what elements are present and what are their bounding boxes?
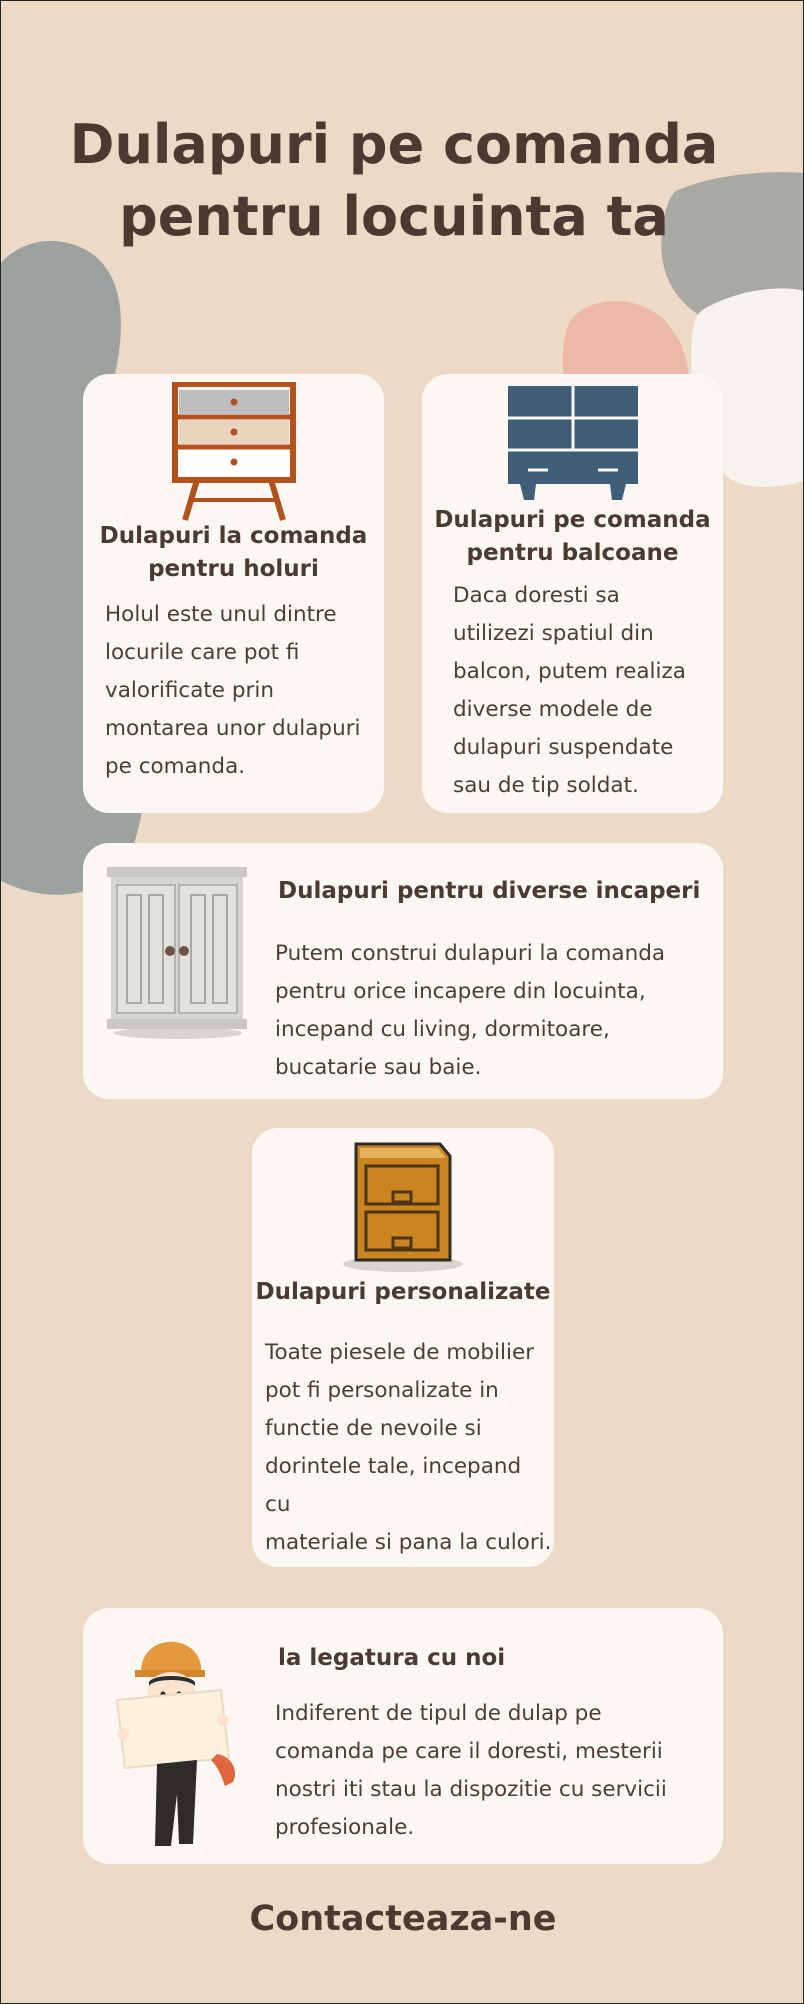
text-line: materiale si pana la culori. — [265, 1530, 552, 1555]
text-line: sau de tip soldat. — [453, 773, 639, 798]
drawer-cabinet-icon — [338, 1140, 468, 1274]
text-line: diverse modele de — [453, 697, 653, 722]
text-line: pot fi personalizate in — [265, 1378, 499, 1403]
text-line: bucatarie sau baie. — [275, 1055, 482, 1080]
text-line: nostri iti stau la dispozitie cu servicii — [275, 1777, 667, 1802]
text-line: incepand cu living, dormitoare, — [275, 1017, 610, 1042]
card-incaperi — [83, 843, 723, 1099]
text-line: Indiferent de tipul de dulap pe — [275, 1701, 602, 1726]
text-line: montarea unor dulapuri — [105, 716, 361, 741]
card-title: la legatura cu noi — [278, 1645, 506, 1671]
wardrobe-icon — [103, 865, 253, 1040]
card-text — [265, 1334, 553, 1562]
card-title: Dulapuri personalizate — [255, 1279, 551, 1305]
text-line: balcon, putem realiza — [453, 659, 686, 684]
card-title-line: pentru balcoane — [466, 540, 679, 566]
title-line-1: Dulapuri pe comanda — [69, 113, 719, 176]
card-text — [453, 577, 721, 805]
text-line: pe comanda. — [105, 754, 246, 779]
card-text — [275, 1695, 721, 1847]
card-holuri — [83, 374, 384, 813]
card-title-line: pentru holuri — [148, 556, 319, 582]
card-title-line: Dulapuri pe comanda — [434, 507, 711, 533]
card-personalizate — [252, 1128, 554, 1567]
builder-icon — [113, 1634, 243, 1848]
text-line: dorintele tale, incepand cu — [265, 1454, 522, 1517]
card-title: Dulapuri pentru diverse incaperi — [278, 878, 701, 904]
card-contact — [83, 1608, 723, 1864]
nightstand-icon — [169, 382, 299, 522]
text-line: Toate piesele de mobilier — [265, 1340, 535, 1365]
card-balcoane — [422, 374, 723, 813]
blue-cabinet-icon — [506, 384, 640, 508]
text-line: dulapuri suspendate — [453, 735, 674, 760]
text-line: locurile care pot fi — [105, 640, 300, 665]
text-line: pentru orice incapere din locuinta, — [275, 979, 646, 1004]
text-line: valorificate prin — [105, 678, 274, 703]
card-text — [105, 596, 380, 786]
title-line-2: pentru locuinta ta — [119, 185, 669, 248]
card-title — [422, 504, 723, 570]
card-text — [275, 935, 715, 1087]
card-title-line: Dulapuri la comanda — [99, 523, 368, 549]
text-line: Daca doresti sa — [453, 583, 620, 608]
text-line: Holul este unul dintre — [105, 602, 337, 627]
text-line: Putem construi dulapuri la comanda — [275, 941, 666, 966]
text-line: comanda pe care il doresti, mesterii — [275, 1739, 663, 1764]
text-line: utilizezi spatiul din — [453, 621, 654, 646]
card-title — [83, 520, 384, 586]
text-line: functie de nevoile si — [265, 1416, 482, 1441]
contact-cta[interactable]: Contacteaza-ne — [249, 1899, 557, 1939]
text-line: profesionale. — [275, 1815, 415, 1840]
page-title — [1, 109, 787, 253]
